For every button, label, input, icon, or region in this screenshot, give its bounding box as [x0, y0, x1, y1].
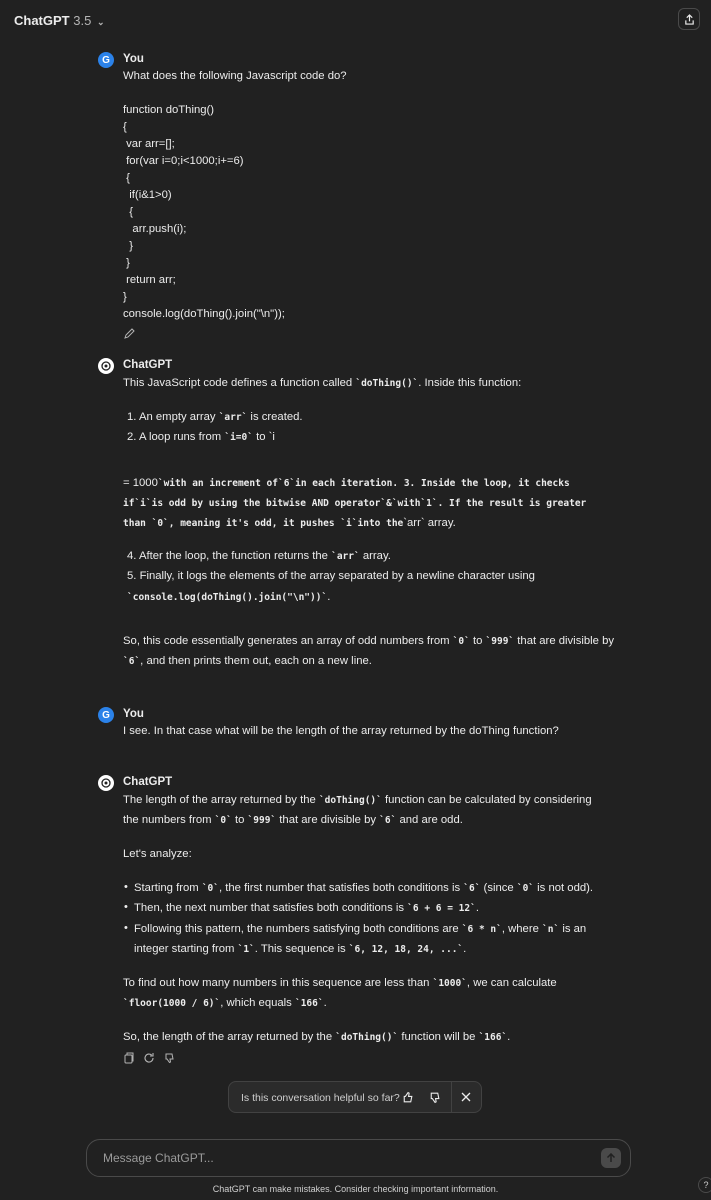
user-avatar: G — [98, 707, 114, 723]
text: is an — [559, 923, 587, 935]
help-icon: ? — [703, 1180, 709, 1190]
message-line — [123, 794, 592, 806]
text: is not odd). — [534, 882, 594, 894]
inline-code: `doThing()` — [318, 795, 382, 806]
code-line: { — [123, 206, 134, 218]
help-button[interactable] — [698, 1177, 711, 1193]
model-selector[interactable] — [14, 13, 105, 28]
message-line — [123, 655, 372, 667]
divider — [451, 1082, 452, 1112]
user-avatar: G — [98, 52, 114, 68]
bullet-item — [134, 902, 479, 914]
text: . Inside this function: — [418, 377, 522, 389]
inline-code: `6` — [463, 883, 481, 894]
inline-code: `6` — [379, 815, 397, 826]
inline-code: `0` — [516, 883, 535, 894]
inline-code: `166` — [294, 998, 324, 1009]
text: (since — [480, 882, 517, 894]
model-name: ChatGPT — [14, 13, 70, 28]
edit-message-button[interactable] — [123, 328, 135, 343]
text: The length of the array returned by the — [123, 794, 319, 806]
list-number: 4. — [127, 550, 137, 562]
code-line: arr.push(i); — [123, 223, 187, 235]
text: After the loop, the function returns the — [138, 550, 332, 562]
close-button[interactable] — [458, 1089, 474, 1105]
message-line — [123, 477, 570, 489]
bullet-dot: • — [124, 881, 128, 893]
message-line — [123, 377, 521, 389]
pencil-icon — [123, 328, 135, 340]
send-button[interactable] — [601, 1148, 621, 1168]
inline-code: `console.log(doThing().join("\n"))` — [127, 592, 328, 603]
code-line: } — [123, 291, 127, 303]
bullet-dot: • — [124, 922, 128, 934]
code-line: var arr=[]; — [123, 138, 175, 150]
model-version: 3.5 — [73, 13, 92, 28]
thumbs-down-icon — [428, 1091, 441, 1104]
code-line: } — [123, 240, 134, 252]
text: . — [463, 943, 467, 955]
feedback-text: Is this conversation helpful so far? — [241, 1092, 400, 1104]
inline-code: than `0`, meaning it's odd, it pushes `i`into the — [123, 518, 404, 529]
message-author: You — [123, 53, 144, 65]
message-author: ChatGPT — [123, 776, 173, 788]
text: Then, the next number that satisfies both conditions is — [134, 902, 408, 914]
code-line: function doThing() — [123, 104, 215, 116]
message-input[interactable] — [103, 1151, 583, 1165]
code-line: } — [123, 257, 130, 269]
inline-code: `floor(1000 / 6)` — [123, 998, 221, 1009]
bullet-item-continuation — [134, 943, 466, 955]
text: `arr` array. — [403, 517, 456, 529]
bullet-dot: • — [124, 901, 128, 913]
code-line: if(i&1>0) — [123, 189, 172, 201]
message-line — [123, 814, 463, 826]
text: Finally, it logs the elements of the array separated by a newline character using — [139, 570, 535, 582]
text: . — [475, 902, 479, 914]
inline-code: `6 + 6 = 12` — [407, 903, 476, 914]
text: function will be — [398, 1031, 479, 1043]
message-line: What does the following Javascript code do? — [123, 70, 347, 82]
text: So, the length of the array returned by the — [123, 1031, 336, 1043]
text: to `i — [252, 431, 275, 443]
chatgpt-logo — [98, 775, 114, 791]
text: An empty array — [138, 411, 219, 423]
inline-code: `6 * n` — [461, 924, 502, 935]
text: Starting from — [134, 882, 202, 894]
inline-code: `i=0` — [224, 432, 253, 443]
text: function can be calculated by considering — [381, 794, 592, 806]
message-composer — [86, 1139, 631, 1177]
list-number: 1. — [127, 411, 137, 423]
list-item-continuation — [127, 591, 330, 603]
text: = 1000 — [123, 477, 158, 489]
inline-code: if`i`is odd by using the bitwise AND operator`&`with`1`. If the result is greater — [123, 498, 587, 509]
regenerate-button[interactable] — [143, 1052, 155, 1067]
text: , where — [501, 923, 543, 935]
text: , which equals — [220, 997, 295, 1009]
text: that are divisible by — [514, 635, 614, 647]
openai-icon — [100, 360, 112, 372]
message-line: Let's analyze: — [123, 848, 192, 860]
code-line: for(var i=0;i<1000;i+=6) — [123, 155, 244, 167]
inline-code: `doThing()` — [355, 378, 419, 389]
text: . This sequence is — [254, 943, 349, 955]
inline-code: `arr` — [218, 412, 248, 423]
text: A loop runs from — [138, 431, 225, 443]
text: . — [327, 591, 331, 603]
disclaimer: ChatGPT can make mistakes. Consider checking important information. — [212, 1184, 499, 1194]
share-button[interactable] — [678, 8, 700, 30]
inline-code: `166` — [478, 1032, 508, 1043]
code-line: console.log(doThing().join("\n")); — [123, 308, 285, 320]
list-item — [127, 550, 391, 562]
chatgpt-logo — [98, 358, 114, 374]
text: , and then prints them out, each on a new line. — [140, 655, 372, 667]
thumbs-up-button[interactable] — [399, 1089, 415, 1105]
user-message: I see. In that case what will be the length of the array returned by the doThing function? — [123, 725, 559, 737]
text: , the first number that satisfies both conditions is — [218, 882, 464, 894]
inline-code: `1000` — [432, 978, 467, 989]
text: is created. — [247, 411, 303, 423]
text: array. — [359, 550, 391, 562]
openai-icon — [100, 777, 112, 789]
text: and are odd. — [396, 814, 463, 826]
copy-button[interactable] — [123, 1052, 135, 1067]
text: the numbers from — [123, 814, 215, 826]
inline-code: `0` — [214, 815, 232, 826]
list-number: 5. — [127, 570, 137, 582]
message-line — [123, 497, 586, 509]
top-bar — [0, 0, 711, 40]
inline-code: `999` — [485, 636, 515, 647]
thumbs-down-button[interactable] — [163, 1052, 175, 1067]
inline-code: `1` — [237, 944, 255, 955]
text: This JavaScript code defines a function called — [123, 377, 356, 389]
message-author: ChatGPT — [123, 359, 173, 371]
feedback-prompt — [228, 1081, 482, 1113]
chevron-down-icon: ⌄ — [96, 17, 105, 27]
message-line — [123, 635, 614, 647]
text: To find out how many numbers in this sequence are less than — [123, 977, 433, 989]
inline-code: `n` — [542, 924, 560, 935]
list-item — [127, 411, 303, 423]
text: Following this pattern, the numbers satisfying both conditions are — [134, 923, 462, 935]
inline-code: `arr` — [331, 551, 360, 562]
message-author: You — [123, 708, 144, 720]
inline-code: `6, 12, 18, 24, ...` — [348, 944, 464, 955]
inline-code: `999` — [247, 815, 277, 826]
text: to — [469, 635, 486, 647]
arrow-up-icon — [606, 1153, 616, 1163]
inline-code: `0` — [452, 636, 470, 647]
list-item — [127, 431, 275, 443]
copy-icon — [123, 1052, 135, 1064]
code-line: { — [123, 121, 127, 133]
message-line — [123, 977, 557, 989]
code-line: return arr; — [123, 274, 176, 286]
inline-code: `doThing()` — [335, 1032, 399, 1043]
text: , we can calculate — [466, 977, 557, 989]
inline-code: `with an increment of`6`in each iteration. 3. Inside the loop, it checks — [157, 478, 570, 489]
message-line — [123, 1031, 510, 1043]
text: . — [507, 1031, 511, 1043]
thumbs-up-icon — [401, 1091, 414, 1104]
text: that are divisible by — [276, 814, 380, 826]
thumbs-down-icon — [163, 1052, 175, 1064]
message-line — [123, 517, 456, 529]
text: So, this code essentially generates an array of odd numbers from — [123, 635, 453, 647]
list-number: 2. — [127, 431, 137, 443]
share-icon — [684, 14, 695, 25]
text: integer starting from — [134, 943, 238, 955]
bullet-item — [134, 923, 586, 935]
inline-code: `6` — [123, 656, 141, 667]
code-line: { — [123, 172, 130, 184]
regenerate-icon — [143, 1052, 155, 1064]
text: to — [231, 814, 248, 826]
inline-code: `0` — [201, 883, 219, 894]
close-icon — [461, 1092, 471, 1102]
thumbs-down-button[interactable] — [426, 1089, 442, 1105]
bullet-item — [134, 882, 593, 894]
list-item — [127, 570, 535, 582]
message-line — [123, 997, 327, 1009]
text: . — [323, 997, 327, 1009]
